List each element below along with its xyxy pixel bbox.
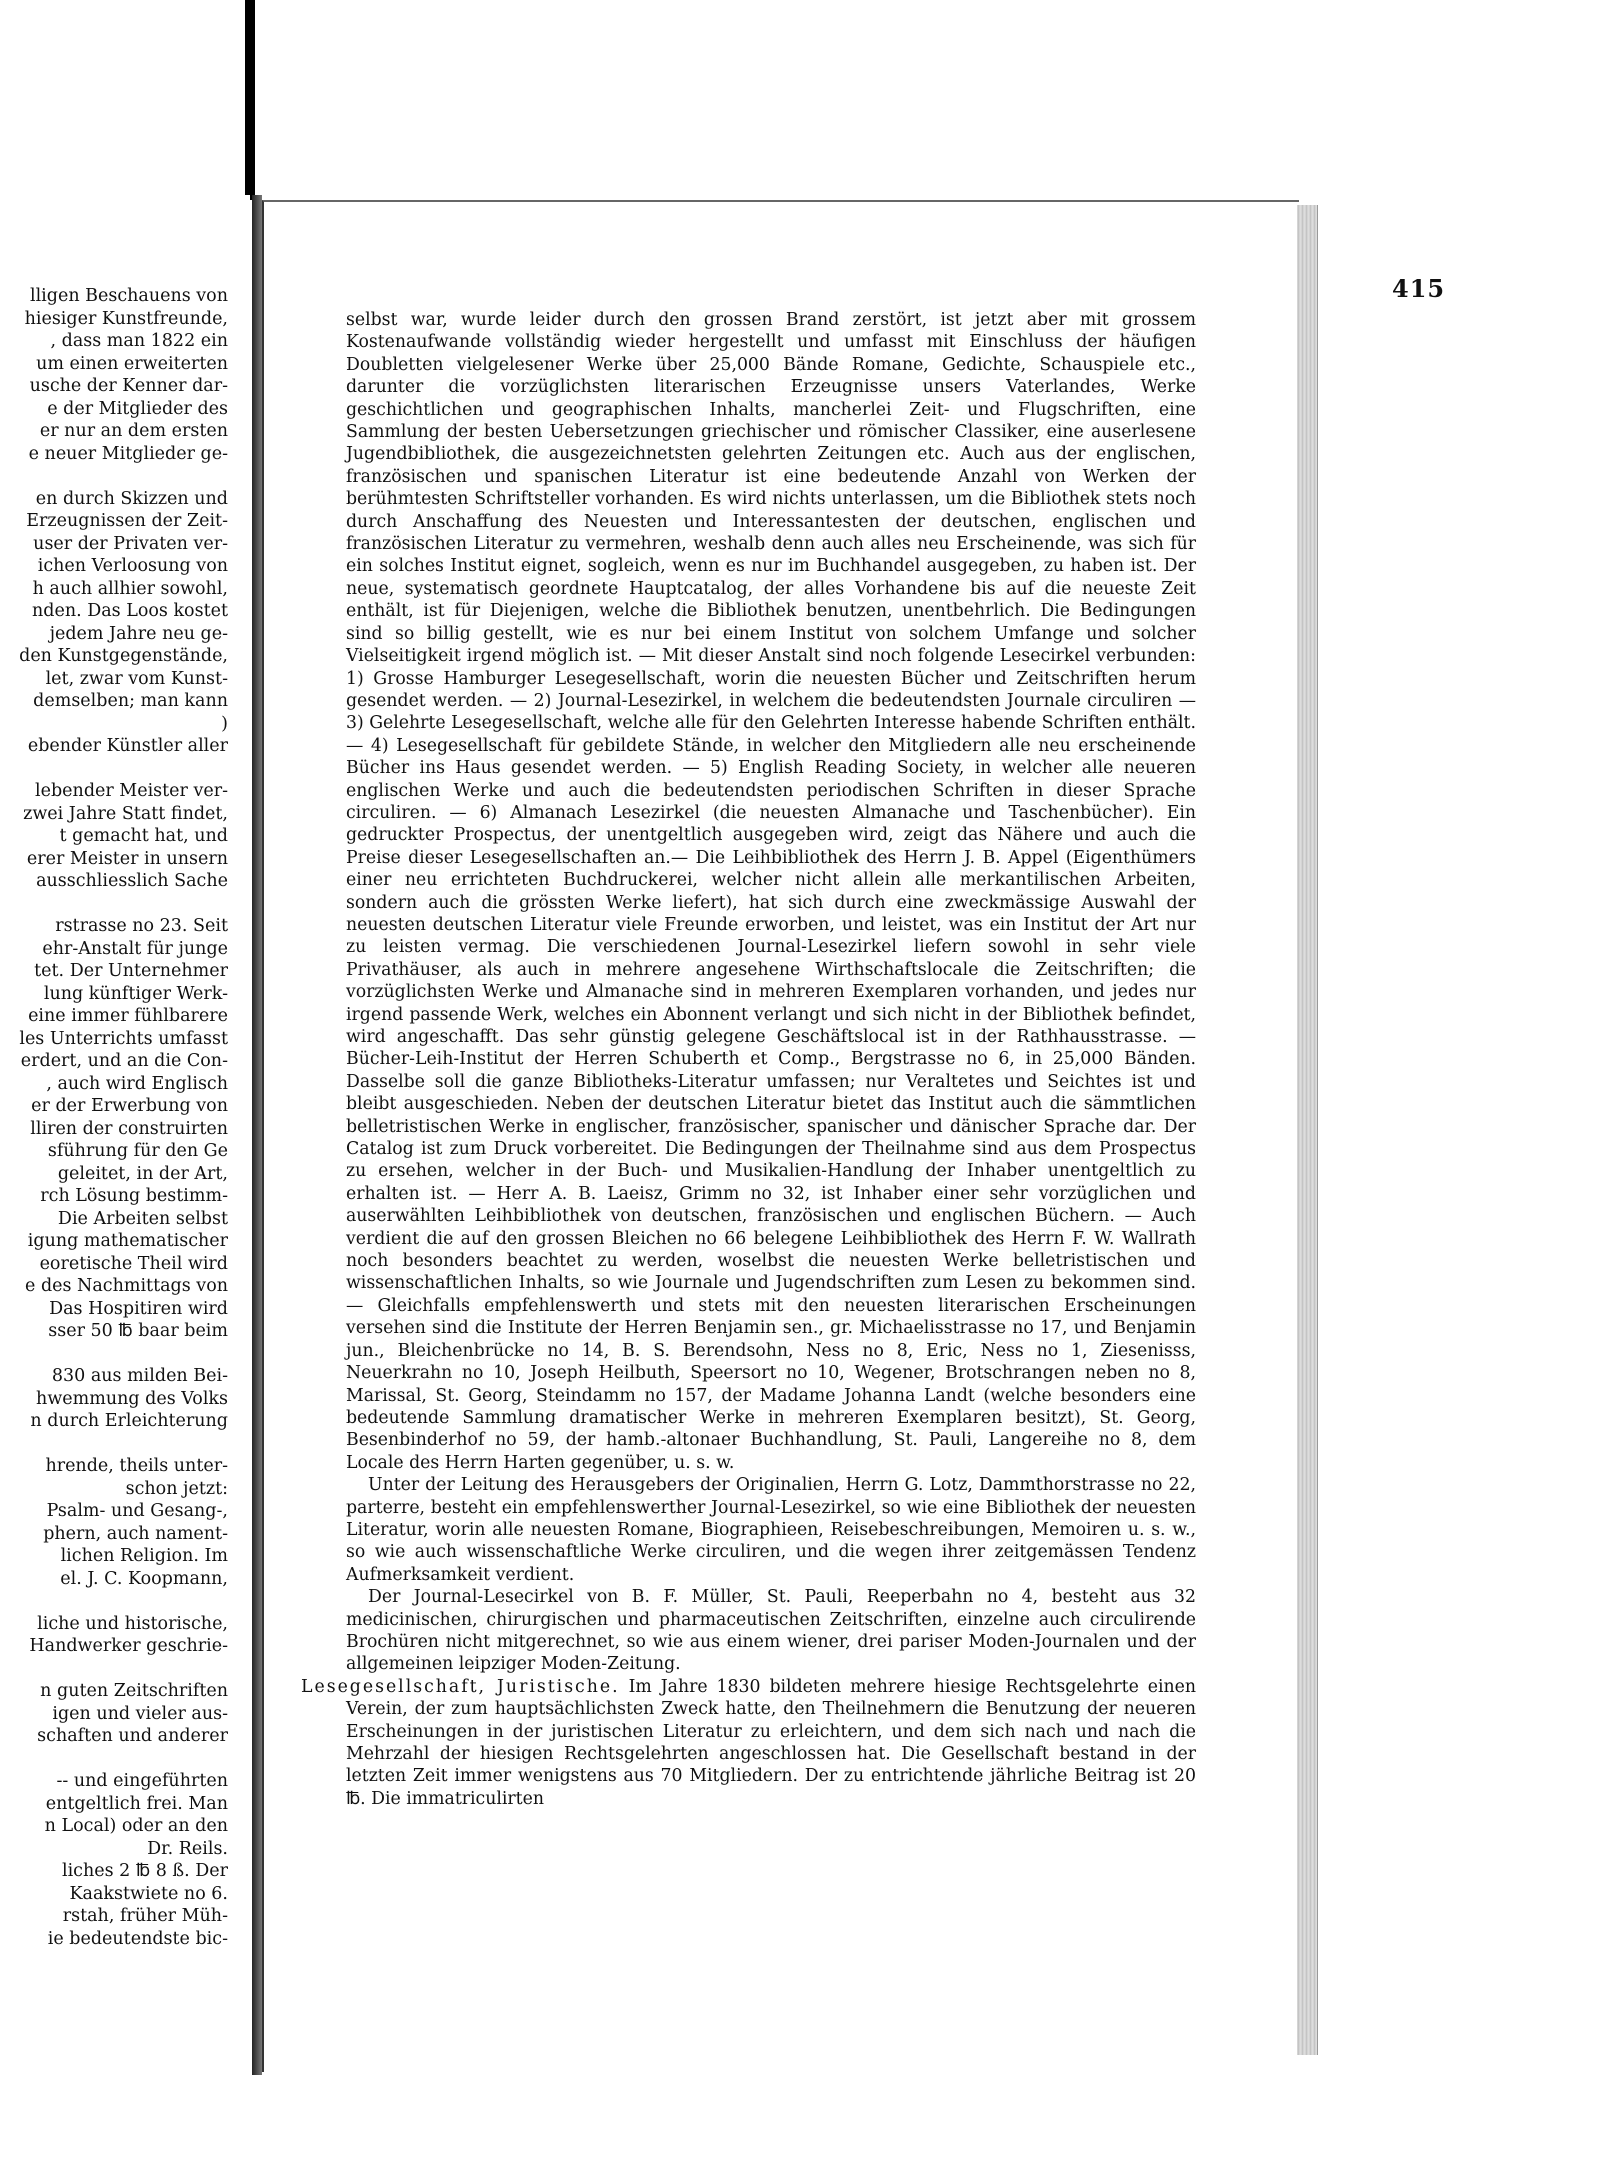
binding-strip bbox=[245, 0, 255, 200]
left-page-line bbox=[0, 1590, 228, 1613]
left-page-line: let, zwar vom Kunst- bbox=[45, 668, 228, 689]
left-page-line: phern, auch nament- bbox=[43, 1523, 228, 1544]
left-page-line: Kaakstwiete no 6. bbox=[69, 1883, 228, 1904]
left-page-line: igen und vieler aus- bbox=[52, 1703, 228, 1724]
left-page-line: ehr-Anstalt für junge bbox=[42, 938, 228, 959]
left-page-line: , auch wird Englisch bbox=[46, 1073, 228, 1094]
left-page-line bbox=[0, 1748, 228, 1771]
left-page-line: zwei Jahre Statt findet, bbox=[23, 803, 228, 824]
left-page-text bbox=[0, 285, 228, 1950]
left-page-line: Dr. Reils. bbox=[147, 1838, 228, 1859]
left-page-line: erdert, und an die Con- bbox=[20, 1051, 228, 1071]
left-page-line: rstah, früher Müh- bbox=[62, 1906, 228, 1926]
left-page-line: ebender Künstler aller bbox=[27, 736, 228, 756]
left-page-line: er der Erwerbung von bbox=[31, 1096, 228, 1116]
left-page-line: tet. Der Unternehmer bbox=[34, 961, 228, 981]
left-page-line: el. J. C. Koopmann, bbox=[60, 1568, 228, 1589]
left-page-line: h auch allhier sowohl, bbox=[32, 578, 228, 599]
left-page-line: n guten Zeitschriften bbox=[40, 1681, 228, 1701]
left-page-line: schaften und anderer bbox=[37, 1726, 228, 1746]
left-page-line: e des Nachmittags von bbox=[25, 1276, 228, 1296]
left-page-line: eoretische Theil wird bbox=[39, 1253, 228, 1274]
left-page-line: les Unterrichts umfasst bbox=[19, 1028, 228, 1049]
left-page-line: entgeltlich frei. Man bbox=[45, 1793, 228, 1814]
page-number: 415 bbox=[1392, 274, 1446, 303]
left-page-line: hiesiger Kunstfreunde, bbox=[24, 308, 228, 329]
page-body bbox=[301, 309, 1196, 1810]
left-page-line: jedem Jahre neu ge- bbox=[49, 623, 228, 644]
left-page-line: Die Arbeiten selbst bbox=[57, 1208, 228, 1229]
entry-heading: Lesegesellschaft, Juristische. bbox=[301, 1676, 620, 1697]
left-page-line: Handwerker geschrie- bbox=[29, 1636, 228, 1656]
left-page-line: rstrasse no 23. Seit bbox=[55, 916, 228, 936]
right-page bbox=[262, 200, 1446, 2072]
left-page-line bbox=[0, 758, 228, 781]
left-page-line: e neuer Mitglieder ge- bbox=[28, 443, 228, 464]
left-page-line: user der Privaten ver- bbox=[33, 533, 228, 554]
left-page-line: lebender Meister ver- bbox=[35, 781, 228, 801]
left-page-line: demselben; man kann bbox=[33, 691, 228, 711]
paragraph-mueller: Der Journal-Lesecirkel von B. F. Müller, St. Pauli, Reeperbahn no 4, besteht aus 32 medicinischen, chirurgischen und pharmaceutischen Zeitschriften, einzelne auch circulirende Brochüren nicht mitgerechnet, so wie aus einem wiener, drei pariser Moden-Journalen und der allgemeinen leipziger Moden-Zeitung. bbox=[346, 1587, 1196, 1675]
left-page-line: usche der Kenner dar- bbox=[29, 376, 228, 396]
left-page-line: sführung für den Ge bbox=[47, 1141, 228, 1161]
left-page-line: ) bbox=[221, 713, 228, 734]
entry-text: Im Jahre 1830 bildeten mehrere hiesige Rechtsgelehrte einen Verein, der zum hauptsächlichsten Zweck hatte, den Theilnehmern die Benutzung der neueren Erscheinungen in der juristischen Literatur zu erleichtern, und dem sich nach und nach die Mehrzahl der hiesigen Rechtsgelehrten angeschlossen hat. Die Gesellschaft bestand in der letzten Zeit immer wenigstens aus 70 Mitgliedern. Der zu entrichtende jährliche Beitrag ist 20 ℔. Die immatriculirten bbox=[346, 1676, 1196, 1809]
left-page-line: rch Lösung bestimm- bbox=[40, 1186, 228, 1206]
left-page-line: -- und eingeführten bbox=[56, 1771, 228, 1791]
left-page-line: er nur an dem ersten bbox=[39, 421, 228, 441]
left-page-line: ie bedeutendste bic- bbox=[47, 1928, 228, 1949]
left-page-line: um einen erweiterten bbox=[36, 353, 228, 374]
left-page-line: erer Meister in unsern bbox=[26, 848, 228, 869]
left-page-line: lichen Religion. Im bbox=[60, 1546, 228, 1566]
left-page bbox=[0, 195, 250, 2075]
left-page-line bbox=[0, 1658, 228, 1681]
left-page-line: den Kunstgegenstände, bbox=[19, 646, 228, 666]
left-page-line: 830 aus milden Bei- bbox=[51, 1366, 228, 1386]
left-page-line: liche und historische, bbox=[37, 1613, 228, 1634]
left-page-line bbox=[0, 1433, 228, 1456]
left-page-line: schon jetzt: bbox=[125, 1478, 228, 1499]
left-page-line bbox=[0, 893, 228, 916]
left-page-line: igung mathematischer bbox=[27, 1231, 228, 1251]
left-page-line: en durch Skizzen und bbox=[35, 488, 228, 509]
left-page-line: Psalm- und Gesang-, bbox=[46, 1501, 228, 1521]
left-page-line: Erzeugnissen der Zeit- bbox=[26, 511, 228, 531]
left-page-line: Das Hospitiren wird bbox=[49, 1298, 228, 1319]
left-page-line: lligen Beschauens von bbox=[29, 286, 228, 306]
left-page-line: n durch Erleichterung bbox=[30, 1411, 228, 1431]
left-page-line bbox=[0, 1343, 228, 1366]
left-page-line: e der Mitglieder des bbox=[47, 398, 228, 419]
page-edges bbox=[1297, 205, 1318, 2055]
left-page-line: , dass man 1822 ein bbox=[50, 331, 228, 351]
entry-juristische-lesegesellschaft bbox=[301, 1676, 1196, 1810]
left-page-line: geleitet, in der Art, bbox=[57, 1163, 228, 1184]
left-page-line: hrende, theils unter- bbox=[45, 1456, 228, 1476]
left-page-line: sser 50 ℔ baar beim bbox=[48, 1321, 228, 1341]
left-page-line: ausschliesslich Sache bbox=[36, 871, 228, 891]
left-page-line bbox=[0, 465, 228, 488]
left-page-line: t gemacht hat, und bbox=[59, 826, 228, 846]
left-page-line: ichen Verloosung von bbox=[37, 556, 228, 576]
left-page-line: eine immer fühlbarere bbox=[28, 1006, 228, 1026]
paragraph-leihbibliotheken: selbst war, wurde leider durch den grossen Brand zerstört, ist jetzt aber mit grossem Kostenaufwande vollständig wieder hergestellt und umfasst mit Einschluss der häufigen Doubletten vielgelesener Werke über 25,000 Bände Romane, Gedichte, Schauspiele etc., darunter die vorzüglichsten literarischen Erzeugnisse unsers Vaterlandes, Werke geschichtlichen und geographischen Inhalts, mancherlei Zeit- und Flugschriften, eine Sammlung der besten Uebersetzungen griechischer und römischer Classiker, eine auserlesene Jugendbibliothek, die ausgezeichnetsten gelehrten Zeitungen etc. Auch aus der englischen, französischen und spanischen Literatur ist eine bedeutende Anzahl von Werken der berühmtesten Schriftsteller vorhanden. Es wird nichts unterlassen, um die Bibliothek stets noch durch Anschaffung des Neuesten und Interessantesten der deutschen, englischen und französischen Literatur zu vermehren, weshalb denn auch alles neu Erscheinende, was sich für ein solches Institut eignet, sogleich, wenn es nur im Buchhandel ausgegeben, zu haben ist. Der neue, systematisch geordnete Hauptcatalog, der alles Vorhandene bis auf die neueste Zeit enthält, ist für Diejenigen, welche die Bibliothek benutzen, unentbehrlich. Die Bedingungen sind so billig gestellt, wie es nur bei einem Institut von solchem Umfange und solcher Vielseitigkeit irgend möglich ist. — Mit dieser Anstalt sind noch folgende Lesecirkel verbunden: 1) Grosse Hamburger Lesegesellschaft, worin die neuesten Bücher und Zeitschriften herum gesendet werden. — 2) Journal-Lesezirkel, in welchem die bedeutendsten Journale circuliren — 3) Gelehrte Lesegesellschaft, welche alle für den Gelehrten Interesse habende Schriften enthält. — 4) Lesegesellschaft für gebildete Stände, in welcher den Mitgliedern alle neu erscheinende Bücher ins Haus gesendet werden. — 5) English Reading Society, in welcher alle neueren englischen Werke und auch die bedeutendsten periodischen Schriften in dieser Sprache circuliren. — 6) Almanach Lesezirkel (die neuesten Almanache und Taschenbücher). Ein gedruckter Prospectus, der unentgeltlich ausgegeben wird, zeigt das Nähere und auch die Preise dieser Lesegesellschaften an.— Die Leihbibliothek des Herrn J. B. Appel (Eigenthümers einer neu errichteten Buchdruckerei, welcher nicht allein alle merkantilischen Arbeiten, sondern auch die grössten Werke liefert), hat sich durch eine zweckmässige Auswahl der neuesten deutschen Literatur viele Freunde erworben, und leistet, was ein Institut der Art nur zu leisten vermag. Die verschiedenen Journal-Lesezirkel liefern sowohl in sehr viele Privathäuser, als auch in mehrere angesehene Wirthschaftslocale die Zeitschriften; die vorzüglichsten Werke und Almanache sind in mehreren Exemplaren vorhanden, und jedes nur irgend passende Werk, welches ein Abonnent verlangt und sich nicht in der Bibliothek befindet, wird angeschafft. Das sehr günstig gelegene Geschäftslocal ist in der Rathhausstrasse. — Bücher-Leih-Institut der Herren Schuberth et Comp., Bergstrasse no 6, in 25,000 Bänden. Dasselbe soll die ganze Bibliotheks-Literatur umfassen; nur Veraltetes und Seichtes ist und bleibt ausgeschieden. Neben der deutschen Literatur bietet das Institut auch die sämmtlichen belletristischen Werke in englischer, französischer, spanischer und dänischer Sprache dar. Der Catalog ist zum Druck vorbereitet. Die Bedingungen der Theilnahme sind aus dem Prospectus zu ersehen, welcher in der Buch- und Musikalien-Handlung der Inhaber unentgeltlich zu erhalten ist. — Herr A. B. Laeisz, Grimm no 32, ist Inhaber einer sehr vorzüglichen und auserwählten Leihbibliothek von deutschen, französischen und englischen Büchern. — Auch verdient die auf den grossen Bleichen no 66 belegene Leihbibliothek des Herrn F. W. Wallrath noch besonders beachtet zu werden, woselbst die neuesten Werke belletristischen und wissenschaftlichen Inhalts, so wie Journale und Jugendschriften zum Lesen zu bekommen sind. — Gleichfalls empfehlenswerth und stets mit den neuesten literarischen Erscheinungen versehen sind die Institute der Herren Benjamin sen., gr. Michaelisstrasse no 17, und Benjamin jun., Bleichenbrücke no 14, B. S. Berendsohn, Ness no 8, Eric, Ness no 1, Ziesenisss, Neuerkrahn no 10, Joseph Heilbuth, Speersort no 10, Wegener, Brotschrangen neben no 8, Marissal, St. Georg, Steindamm no 157, der Madame Johanna Landt (welche besonders eine bedeutende Sammlung dramatischer Werke in mehreren Exemplaren besitzt), St. Georg, Besenbinderhof no 59, der hamb.-altonaer Buchhandlung, St. Pauli, Langereihe no 8, dem Locale des Herrn Harten gegenüber, u. s. w. bbox=[346, 310, 1196, 1473]
paragraph-lotz: Unter der Leitung des Herausgebers der Originalien, Herrn G. Lotz, Dammthorstrasse no 22, parterre, besteht ein empfehlenswerther Journal-Lesezirkel, so wie eine Bibliothek der neuesten Literatur, worin alle neuesten Romane, Biographieen, Reisebeschreibungen, Memoiren u. s. w., so wie auch wissenschaftliche Werke circuliren, und die wegen ihrer zeitgemässen Tendenz Aufmerksamkeit verdient. bbox=[346, 1475, 1196, 1585]
left-page-line: lung künftiger Werk- bbox=[43, 983, 228, 1004]
left-page-line: lliren der construirten bbox=[30, 1118, 228, 1139]
left-page-line: n Local) oder an den bbox=[44, 1816, 228, 1836]
left-page-line: hwemmung des Volks bbox=[36, 1388, 228, 1409]
left-page-line: liches 2 ℔ 8 ß. Der bbox=[61, 1861, 228, 1881]
left-page-line: nden. Das Loos kostet bbox=[31, 601, 228, 621]
book-spine bbox=[252, 195, 262, 2075]
